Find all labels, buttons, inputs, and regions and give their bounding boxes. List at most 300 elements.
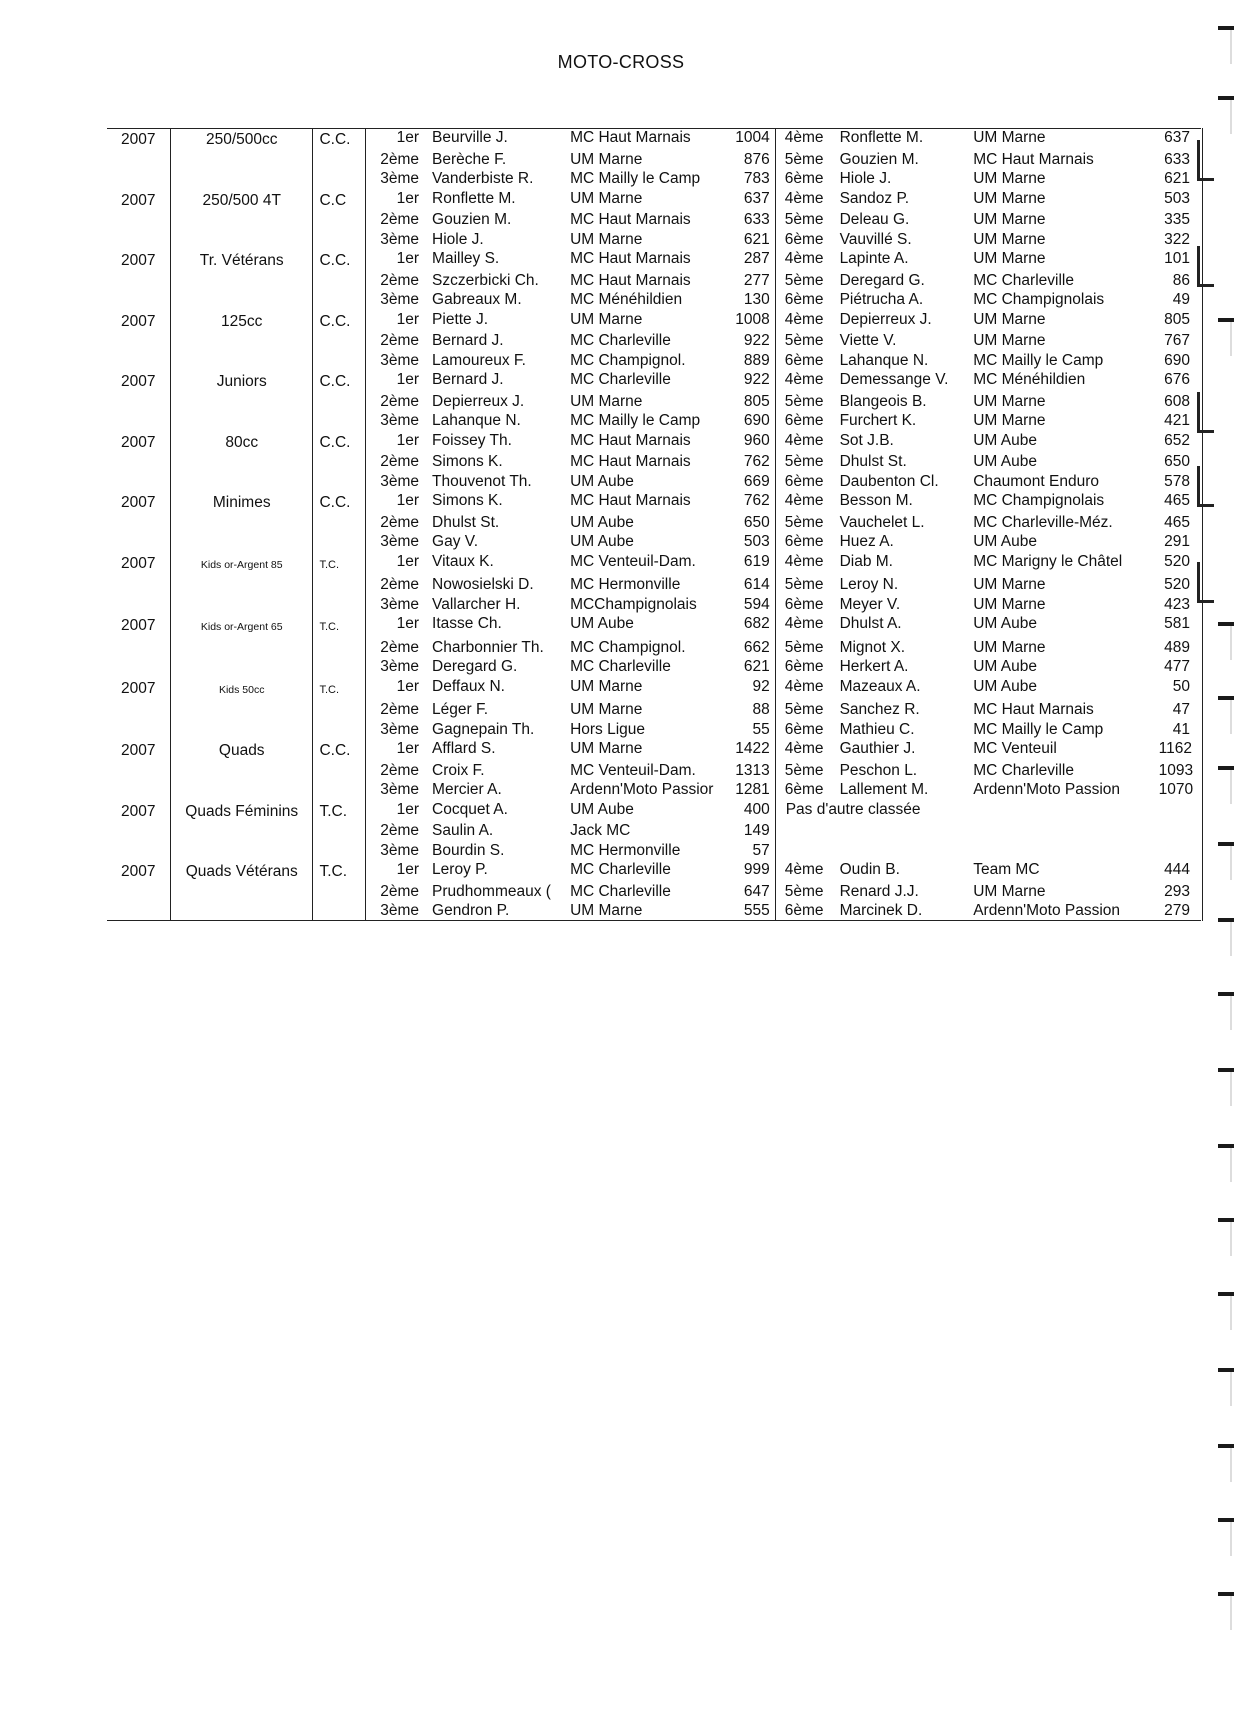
- table-row: [107, 860, 1203, 882]
- margin-bracket: [1197, 392, 1214, 433]
- event-type: T.C.: [313, 677, 366, 701]
- club-name: MC Charleville: [570, 882, 671, 900]
- points: 637: [1159, 128, 1203, 150]
- points: 1070: [1159, 780, 1203, 800]
- points: 520: [1159, 552, 1203, 576]
- event-type-empty: [313, 882, 366, 902]
- points: 922: [743, 332, 770, 349]
- rider-name: Deffaux N.: [432, 677, 505, 695]
- club-name: UM Aube: [973, 677, 1037, 695]
- rank-label: 1er: [366, 739, 430, 761]
- rank-label: 6ème: [775, 169, 836, 189]
- points: 633: [1159, 150, 1203, 170]
- rider-name: Peschon L.: [839, 761, 918, 779]
- rank-label: 5ème: [775, 638, 836, 658]
- rank-label: 2ème: [366, 700, 430, 720]
- table-row: [107, 472, 1203, 492]
- points: 762: [743, 492, 770, 509]
- club-name: MC Mailly le Camp: [570, 412, 701, 429]
- event-type-empty: [313, 392, 366, 412]
- rank-label: 5ème: [775, 452, 836, 472]
- event-category: 80cc: [171, 431, 313, 453]
- rider-name: Croix F.: [432, 761, 485, 779]
- club-name: MC Charleville: [570, 861, 671, 878]
- club-name: UM Marne: [570, 677, 643, 695]
- club-name: MC Charleville: [973, 271, 1074, 289]
- rider-name: Itasse Ch.: [432, 615, 502, 632]
- binder-tab: [1218, 696, 1234, 700]
- rank-label: 1er: [366, 310, 430, 332]
- rank-label: 4ème: [775, 677, 836, 701]
- table-row: [107, 370, 1203, 392]
- event-type-empty: [313, 841, 366, 861]
- rank-label: 1er: [366, 614, 430, 638]
- rider-name: Besson M.: [839, 492, 913, 509]
- event-year: 2007: [121, 863, 156, 880]
- rider-name: Gagnepain Th.: [432, 720, 535, 738]
- points: 676: [1159, 370, 1203, 392]
- event-type-empty: [313, 638, 366, 658]
- binder-tab: [1218, 1144, 1234, 1148]
- event-year-empty: [107, 532, 171, 552]
- points: 690: [743, 412, 770, 429]
- rider-name: Sot J.B.: [839, 431, 894, 449]
- event-type-empty: [313, 290, 366, 310]
- points: 922: [743, 371, 770, 388]
- points: 805: [1159, 310, 1203, 332]
- event-type-empty: [313, 150, 366, 170]
- table-row: [107, 431, 1203, 453]
- rank-label: 6ème: [775, 780, 836, 800]
- table-row: [107, 452, 1203, 472]
- table-row: [107, 800, 1203, 822]
- table-row: [107, 210, 1203, 230]
- event-type-empty: [313, 351, 366, 371]
- event-type-empty: [313, 513, 366, 533]
- rank-label: 3ème: [366, 901, 430, 921]
- rider-name: Meyer V.: [839, 595, 901, 613]
- club-name: UM Aube: [973, 453, 1037, 470]
- event-year: 2007: [121, 554, 156, 572]
- club-name: Hors Ligue: [570, 720, 646, 738]
- table-row: [107, 761, 1203, 781]
- rank-label: 6ème: [775, 411, 836, 431]
- margin-bracket: [1197, 466, 1214, 507]
- rank-label: 2ème: [366, 392, 430, 412]
- club-name: MC Mailly le Camp: [973, 720, 1104, 738]
- event-type: C.C.: [313, 739, 366, 761]
- points: 614: [743, 576, 770, 593]
- club-name: UM Marne: [973, 189, 1046, 207]
- club-name: UM Marne: [570, 189, 643, 207]
- rank-label: 6ème: [775, 230, 836, 250]
- event-year: 2007: [121, 191, 156, 209]
- rank-label: 5ème: [775, 150, 836, 170]
- binder-tab: [1218, 318, 1234, 322]
- rider-name: Vallarcher H.: [432, 595, 521, 613]
- points: 1008: [735, 310, 770, 328]
- rank-label: 1er: [366, 491, 430, 513]
- event-type: C.C.: [313, 431, 366, 453]
- event-type-empty: [313, 761, 366, 781]
- event-year-empty: [107, 271, 171, 291]
- rider-name: Demessange V.: [839, 371, 949, 388]
- club-name: UM Marne: [973, 595, 1046, 613]
- event-category-empty: [171, 821, 313, 841]
- rider-name: Sandoz P.: [839, 189, 910, 207]
- event-type: C.C.: [313, 491, 366, 513]
- rank-label: 6ème: [775, 595, 836, 615]
- points: 650: [743, 513, 770, 531]
- table-row: [107, 310, 1203, 332]
- event-category: Quads Féminins: [171, 800, 313, 822]
- margin-bracket: [1197, 246, 1214, 287]
- event-category-empty: [171, 169, 313, 189]
- club-name: MC Champignol.: [570, 351, 686, 369]
- event-category-empty: [171, 638, 313, 658]
- club-name: UM Aube: [973, 533, 1037, 550]
- rank-label: 2ème: [366, 210, 430, 230]
- club-name: Ardenn'Moto Passior: [570, 781, 714, 798]
- points: 889: [743, 351, 770, 369]
- rider-name: Lahanque N.: [839, 351, 929, 369]
- rank-label: 6ème: [775, 290, 836, 310]
- points: 621: [1159, 169, 1203, 189]
- points: 662: [743, 638, 770, 656]
- event-type: T.C.: [313, 860, 366, 882]
- event-category-empty: [171, 472, 313, 492]
- rank-label: 3ème: [366, 532, 430, 552]
- event-type-empty: [313, 780, 366, 800]
- table-row: [107, 739, 1203, 761]
- event-year: 2007: [121, 312, 156, 330]
- club-name: UM Marne: [973, 230, 1046, 248]
- rider-name: Vauvillé S.: [839, 230, 912, 248]
- event-type-empty: [313, 452, 366, 472]
- club-name: MC Haut Marnais: [570, 211, 691, 228]
- event-category: Kids 50cc: [171, 677, 313, 701]
- points: 287: [743, 250, 770, 267]
- club-name: MC Marigny le Châtel: [973, 552, 1123, 570]
- club-name: Ardenn'Moto Passion: [973, 902, 1121, 919]
- rank-label: 6ème: [775, 532, 836, 552]
- points: 652: [1159, 431, 1203, 453]
- event-year-empty: [107, 901, 171, 921]
- club-name: UM Marne: [973, 882, 1046, 900]
- points: 477: [1159, 657, 1203, 677]
- event-year: 2007: [121, 494, 156, 511]
- note-empty: [775, 821, 1202, 841]
- points: 149: [743, 822, 770, 839]
- binder-tab: [1218, 766, 1234, 770]
- event-type-empty: [313, 700, 366, 720]
- table-row: [107, 882, 1203, 902]
- points: 489: [1159, 638, 1203, 658]
- club-name: MC Venteuil: [973, 740, 1057, 757]
- event-year-empty: [107, 761, 171, 781]
- points: 669: [743, 472, 770, 490]
- rider-name: Saulin A.: [432, 822, 494, 839]
- table-row: [107, 189, 1203, 211]
- event-type-empty: [313, 657, 366, 677]
- club-name: UM Marne: [973, 392, 1046, 410]
- table-row: [107, 392, 1203, 412]
- event-type-empty: [313, 472, 366, 492]
- club-name: UM Aube: [570, 615, 634, 632]
- event-category-empty: [171, 532, 313, 552]
- club-name: UM Marne: [570, 902, 643, 919]
- points: 50: [1159, 677, 1203, 701]
- rider-name: Mathieu C.: [839, 720, 915, 738]
- event-category: Minimes: [171, 491, 313, 513]
- event-year: 2007: [121, 679, 156, 697]
- event-year-empty: [107, 169, 171, 189]
- points: 503: [743, 533, 770, 550]
- points: 88: [752, 701, 770, 718]
- event-year-empty: [107, 720, 171, 740]
- rank-label: 1er: [366, 370, 430, 392]
- event-type-empty: [313, 595, 366, 615]
- points: 520: [1159, 575, 1203, 595]
- rider-name: Léger F.: [432, 701, 489, 718]
- table-row: [107, 657, 1203, 677]
- club-name: MC Hermonville: [570, 576, 681, 593]
- table-row: [107, 271, 1203, 291]
- event-year-empty: [107, 513, 171, 533]
- rank-label: 4ème: [775, 370, 836, 392]
- binder-tab: [1218, 622, 1234, 626]
- event-year-empty: [107, 595, 171, 615]
- club-name: UM Marne: [570, 740, 643, 757]
- rank-label: 3ème: [366, 780, 430, 800]
- event-type-empty: [313, 575, 366, 595]
- event-year-empty: [107, 150, 171, 170]
- event-category-empty: [171, 452, 313, 472]
- rider-name: Hiole J.: [839, 170, 892, 187]
- rider-name: Vitaux K.: [432, 552, 494, 570]
- rank-label: 5ème: [775, 271, 836, 291]
- club-name: MC Hermonville: [570, 841, 681, 859]
- table-row: [107, 720, 1203, 740]
- rider-name: Afflard S.: [432, 740, 496, 757]
- rank-label: 3ème: [366, 411, 430, 431]
- event-category-empty: [171, 780, 313, 800]
- points: 555: [743, 902, 770, 919]
- event-category-empty: [171, 575, 313, 595]
- rank-label: 3ème: [366, 657, 430, 677]
- rider-name: Mailley S.: [432, 250, 500, 267]
- points: 86: [1159, 271, 1203, 291]
- event-category-empty: [171, 882, 313, 902]
- event-type-empty: [313, 210, 366, 230]
- club-name: UM Aube: [973, 658, 1037, 675]
- points: 1162: [1159, 739, 1203, 761]
- event-category-empty: [171, 210, 313, 230]
- binder-tab: [1218, 992, 1234, 996]
- rider-name: Gay V.: [432, 533, 479, 550]
- rider-name: Foissey Th.: [432, 431, 512, 449]
- rider-name: Mercier A.: [432, 781, 502, 798]
- club-name: MC Charleville: [973, 761, 1074, 779]
- table-row: [107, 841, 1203, 861]
- points: 279: [1159, 901, 1203, 921]
- table-row: [107, 128, 1203, 150]
- club-name: MC Haut Marnais: [973, 701, 1094, 718]
- table-row: [107, 821, 1203, 841]
- points: 291: [1159, 532, 1203, 552]
- points: 621: [743, 230, 770, 248]
- rank-label: 6ème: [775, 720, 836, 740]
- event-category: 250/500cc: [171, 128, 313, 150]
- points: 421: [1159, 411, 1203, 431]
- table-row: [107, 614, 1203, 638]
- club-name: MC Champignolais: [973, 492, 1105, 509]
- event-category: Tr. Vétérans: [171, 249, 313, 271]
- rider-name: Depierreux J.: [839, 310, 932, 328]
- rank-label: 2ème: [366, 271, 430, 291]
- rank-label: 4ème: [775, 860, 836, 882]
- points: 805: [743, 392, 770, 410]
- club-name: MC Haut Marnais: [570, 431, 691, 449]
- note-empty: [775, 841, 1202, 861]
- rank-label: 3ème: [366, 290, 430, 310]
- table-row: [107, 150, 1203, 170]
- rank-label: 3ème: [366, 841, 430, 861]
- rider-name: Nowosielski D.: [432, 576, 534, 593]
- table-row: [107, 230, 1203, 250]
- event-year-empty: [107, 472, 171, 492]
- points: 1313: [735, 761, 770, 779]
- event-year: 2007: [121, 373, 156, 390]
- rank-label: 6ème: [775, 901, 836, 921]
- table-row: [107, 677, 1203, 701]
- club-name: MC Charleville: [570, 332, 671, 349]
- club-name: MC Haut Marnais: [973, 150, 1094, 168]
- event-type: T.C.: [313, 614, 366, 638]
- rank-label: 1er: [366, 189, 430, 211]
- rank-label: 5ème: [775, 700, 836, 720]
- event-type: T.C.: [313, 552, 366, 576]
- event-category-empty: [171, 700, 313, 720]
- rank-label: 6ème: [775, 657, 836, 677]
- club-name: UM Marne: [973, 576, 1046, 593]
- rank-label: 4ème: [775, 128, 836, 150]
- points: 423: [1159, 595, 1203, 615]
- points: 767: [1159, 331, 1203, 351]
- club-name: MC Mailly le Camp: [570, 170, 701, 187]
- club-name: Team MC: [973, 861, 1040, 878]
- rider-name: Beurville J.: [432, 129, 508, 146]
- points: 1422: [735, 740, 770, 757]
- rank-label: 2ème: [366, 575, 430, 595]
- rider-name: Vanderbiste R.: [432, 170, 534, 187]
- table-row: [107, 351, 1203, 371]
- event-category-empty: [171, 290, 313, 310]
- rider-name: Piette J.: [432, 310, 489, 328]
- rider-name: Mignot X.: [839, 638, 906, 656]
- event-type: T.C.: [313, 800, 366, 822]
- rank-label: 2ème: [366, 821, 430, 841]
- results-table: [107, 128, 1203, 921]
- event-type-empty: [313, 532, 366, 552]
- event-year: 2007: [121, 802, 156, 820]
- rank-label: 6ème: [775, 472, 836, 492]
- table-row: [107, 249, 1203, 271]
- rider-name: Ronflette M.: [839, 129, 924, 146]
- rider-name: Charbonnier Th.: [432, 638, 544, 656]
- table-row: [107, 513, 1203, 533]
- event-year: 2007: [121, 617, 156, 634]
- club-name: UM Marne: [570, 230, 643, 248]
- points: 876: [743, 150, 770, 168]
- event-category-empty: [171, 271, 313, 291]
- rider-name: Bernard J.: [432, 371, 504, 388]
- rank-label: 3ème: [366, 169, 430, 189]
- points: 503: [1159, 189, 1203, 211]
- rank-label: 1er: [366, 431, 430, 453]
- event-year: 2007: [121, 131, 156, 148]
- rider-name: Deregard G.: [432, 658, 518, 675]
- points: 619: [743, 552, 770, 570]
- event-type-empty: [313, 331, 366, 351]
- binder-tab: [1218, 1292, 1234, 1296]
- rider-name: Berèche F.: [432, 150, 507, 168]
- event-year-empty: [107, 882, 171, 902]
- event-category: Kids or-Argent 65: [171, 614, 313, 638]
- rider-name: Hiole J.: [432, 230, 484, 248]
- rider-name: Mazeaux A.: [839, 677, 921, 695]
- rider-name: Leroy N.: [839, 576, 899, 593]
- rider-name: Bernard J.: [432, 332, 504, 349]
- event-year-empty: [107, 821, 171, 841]
- points: 1093: [1159, 761, 1203, 781]
- event-category-empty: [171, 841, 313, 861]
- event-type: C.C.: [313, 310, 366, 332]
- rank-label: 4ème: [775, 491, 836, 513]
- event-year-empty: [107, 575, 171, 595]
- event-category-empty: [171, 230, 313, 250]
- rider-name: Furchert K.: [839, 412, 917, 429]
- event-category: Kids or-Argent 85: [171, 552, 313, 576]
- rider-name: Deregard G.: [839, 271, 925, 289]
- points: 690: [1159, 351, 1203, 371]
- club-name: MC Mailly le Camp: [973, 351, 1104, 369]
- event-year-empty: [107, 230, 171, 250]
- rider-name: Thouvenot Th.: [432, 472, 532, 490]
- club-name: MC Haut Marnais: [570, 453, 691, 470]
- rank-label: 1er: [366, 552, 430, 576]
- rider-name: Renard J.J.: [839, 882, 919, 900]
- rider-name: Simons K.: [432, 492, 503, 509]
- points: 49: [1159, 290, 1203, 310]
- club-name: MC Champignol.: [570, 638, 686, 656]
- margin-bracket: [1197, 140, 1214, 181]
- points: 1281: [735, 781, 770, 798]
- club-name: MC Ménéhildien: [570, 291, 683, 308]
- event-year-empty: [107, 290, 171, 310]
- rank-label: 5ème: [775, 761, 836, 781]
- rank-label: 3ème: [366, 720, 430, 740]
- points: 41: [1159, 720, 1203, 740]
- rider-name: Herkert A.: [839, 658, 909, 675]
- binder-tab: [1218, 96, 1234, 100]
- rider-name: Gauthier J.: [839, 740, 916, 757]
- points: 465: [1159, 491, 1203, 513]
- club-name: Ardenn'Moto Passion: [973, 781, 1121, 798]
- event-type: C.C.: [313, 370, 366, 392]
- rank-label: 2ème: [366, 150, 430, 170]
- rider-name: Lallement M.: [839, 781, 929, 798]
